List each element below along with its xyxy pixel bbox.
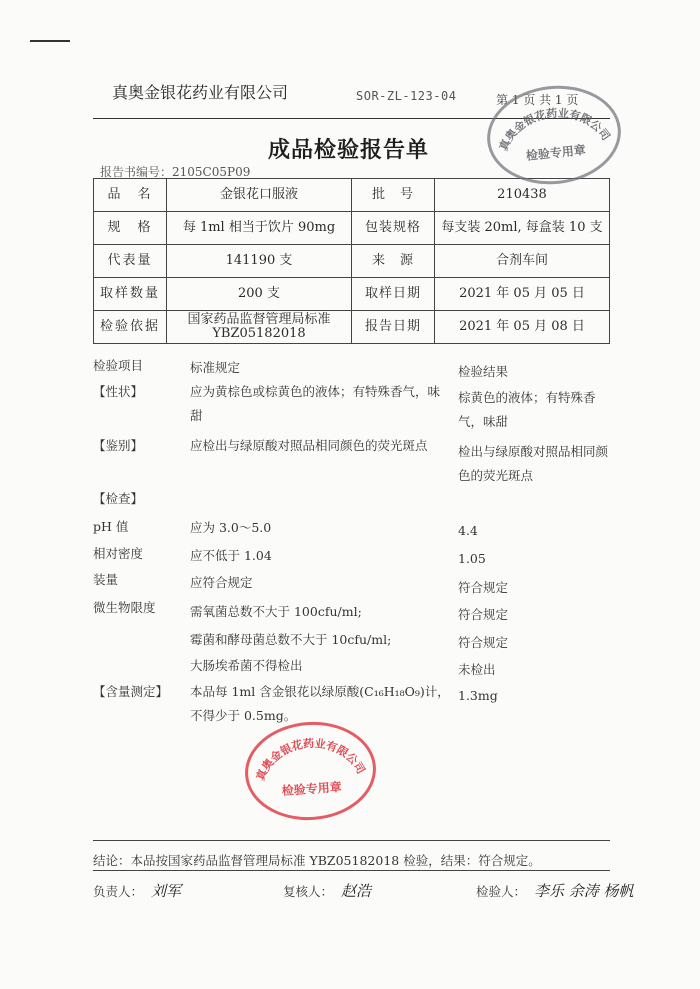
test-item: 装量	[93, 572, 119, 587]
test-standard: 应检出与绿原酸对照品相同颜色的荧光斑点	[190, 438, 428, 453]
test-standard: 霉菌和酵母菌总数不大于 10cfu/ml;	[190, 632, 392, 647]
test-standard: 应为黄棕色或棕黄色的液体；有特殊香气，味甜	[190, 384, 441, 423]
inspection-stamp-top	[482, 79, 626, 190]
test-standard: 应不低于 1.04	[190, 548, 272, 563]
page-info: 第 1 页 共 1 页	[496, 93, 579, 107]
test-item: 相对密度	[93, 546, 144, 561]
test-result: 1.05	[458, 551, 486, 566]
signature-inspector	[476, 880, 634, 901]
stamp-ring-label: 真奥金银花药业有限公司	[253, 736, 368, 783]
info-table	[93, 178, 610, 344]
svg-text:真奥金银花药业有限公司	[250, 732, 369, 783]
test-standard: 应为 3.0～5.0	[190, 520, 272, 535]
test-item: pH 值	[93, 519, 129, 534]
signature-reviewer	[283, 880, 371, 901]
test-result: 4.4	[458, 523, 478, 538]
info-row	[94, 278, 610, 311]
test-item: 【检查】	[93, 491, 144, 506]
label-batch-no: 批 号	[352, 179, 435, 212]
responsible-signature: 刘军	[151, 882, 182, 900]
value-quantity: 141190 支	[167, 245, 352, 278]
label-sample-date: 取样日期	[352, 278, 435, 311]
value-sample-qty: 200 支	[167, 278, 352, 311]
inspector-label: 检验人：	[476, 884, 527, 899]
conclusion-rule-top	[93, 840, 610, 841]
test-result: 棕黄色的液体；有特殊香气，味甜	[458, 390, 596, 429]
test-result: 1.3mg	[458, 688, 498, 703]
corner-mark	[30, 40, 70, 42]
test-item: 【含量测定】	[93, 684, 169, 699]
inspection-stamp-middle	[242, 718, 380, 825]
label-sample-qty: 取样数量	[94, 278, 167, 311]
value-packaging: 每支装 20ml, 每盒装 10 支	[435, 212, 610, 245]
stamp-center-label: 检验专用章	[281, 779, 343, 799]
test-item: 【性状】	[93, 384, 144, 399]
test-item: 微生物限度	[93, 600, 156, 615]
test-result: 检出与绿原酸对照品相同颜色的荧光斑点	[458, 444, 609, 483]
value-batch-no: 210438	[435, 179, 610, 212]
label-basis: 检验依据	[94, 311, 167, 344]
value-sample-date: 2021 年 05 月 05 日	[435, 278, 610, 311]
test-result: 符合规定	[458, 635, 509, 650]
inspector-signature: 李乐 余涛 杨帆	[534, 882, 634, 900]
test-result: 未检出	[458, 662, 496, 677]
value-basis: 国家药品监督管理局标准 YBZ05182018	[167, 311, 352, 344]
test-item: 【鉴别】	[93, 438, 144, 453]
column-header-item: 检验项目	[93, 358, 144, 373]
page-title: 成品检验报告单	[268, 138, 430, 163]
label-product-name: 品 名	[94, 179, 167, 212]
test-standard: 大肠埃希菌不得检出	[190, 658, 303, 673]
signature-responsible	[93, 880, 181, 901]
stamp-ring-text	[486, 83, 623, 188]
column-header-standard: 标准规定	[190, 360, 241, 375]
label-spec: 规 格	[94, 212, 167, 245]
document-number: SOR-ZL-123-04	[356, 89, 457, 103]
info-row	[94, 245, 610, 278]
label-quantity: 代表量	[94, 245, 167, 278]
reviewer-signature: 赵浩	[341, 882, 372, 900]
value-source: 合剂车间	[435, 245, 610, 278]
conclusion-rule-bottom	[93, 870, 610, 871]
value-spec: 每 1ml 相当于饮片 90mg	[167, 212, 352, 245]
company-name: 真奥金银花药业有限公司	[112, 83, 289, 102]
report-number: 报告书编号：2105C05P09	[100, 165, 251, 179]
column-header-result: 检验结果	[458, 364, 509, 379]
label-packaging: 包装规格	[352, 212, 435, 245]
test-result: 符合规定	[458, 607, 509, 622]
label-source: 来 源	[352, 245, 435, 278]
test-standard: 应符合规定	[190, 575, 253, 590]
stamp-center-label: 检验专用章	[525, 142, 587, 164]
value-report-date: 2021 年 05 月 08 日	[435, 311, 610, 344]
test-standard: 需氧菌总数不大于 100cfu/ml;	[190, 604, 362, 619]
info-row	[94, 311, 610, 344]
info-row	[94, 212, 610, 245]
stamp-ring-text	[245, 721, 376, 821]
reviewer-label: 复核人：	[283, 884, 334, 899]
value-product-name: 金银花口服液	[167, 179, 352, 212]
responsible-label: 负责人：	[93, 884, 144, 899]
test-standard: 本品每 1ml 含金银花以绿原酸(C₁₆H₁₈O₉)计，不得少于 0.5mg。	[190, 684, 450, 723]
conclusion: 结论：本品按国家药品监督管理局标准 YBZ05182018 检验，结果：符合规定。	[93, 853, 541, 868]
label-report-date: 报告日期	[352, 311, 435, 344]
test-result: 符合规定	[458, 580, 509, 595]
stamp-ring-label: 真奥金银花药业有限公司	[496, 106, 613, 153]
